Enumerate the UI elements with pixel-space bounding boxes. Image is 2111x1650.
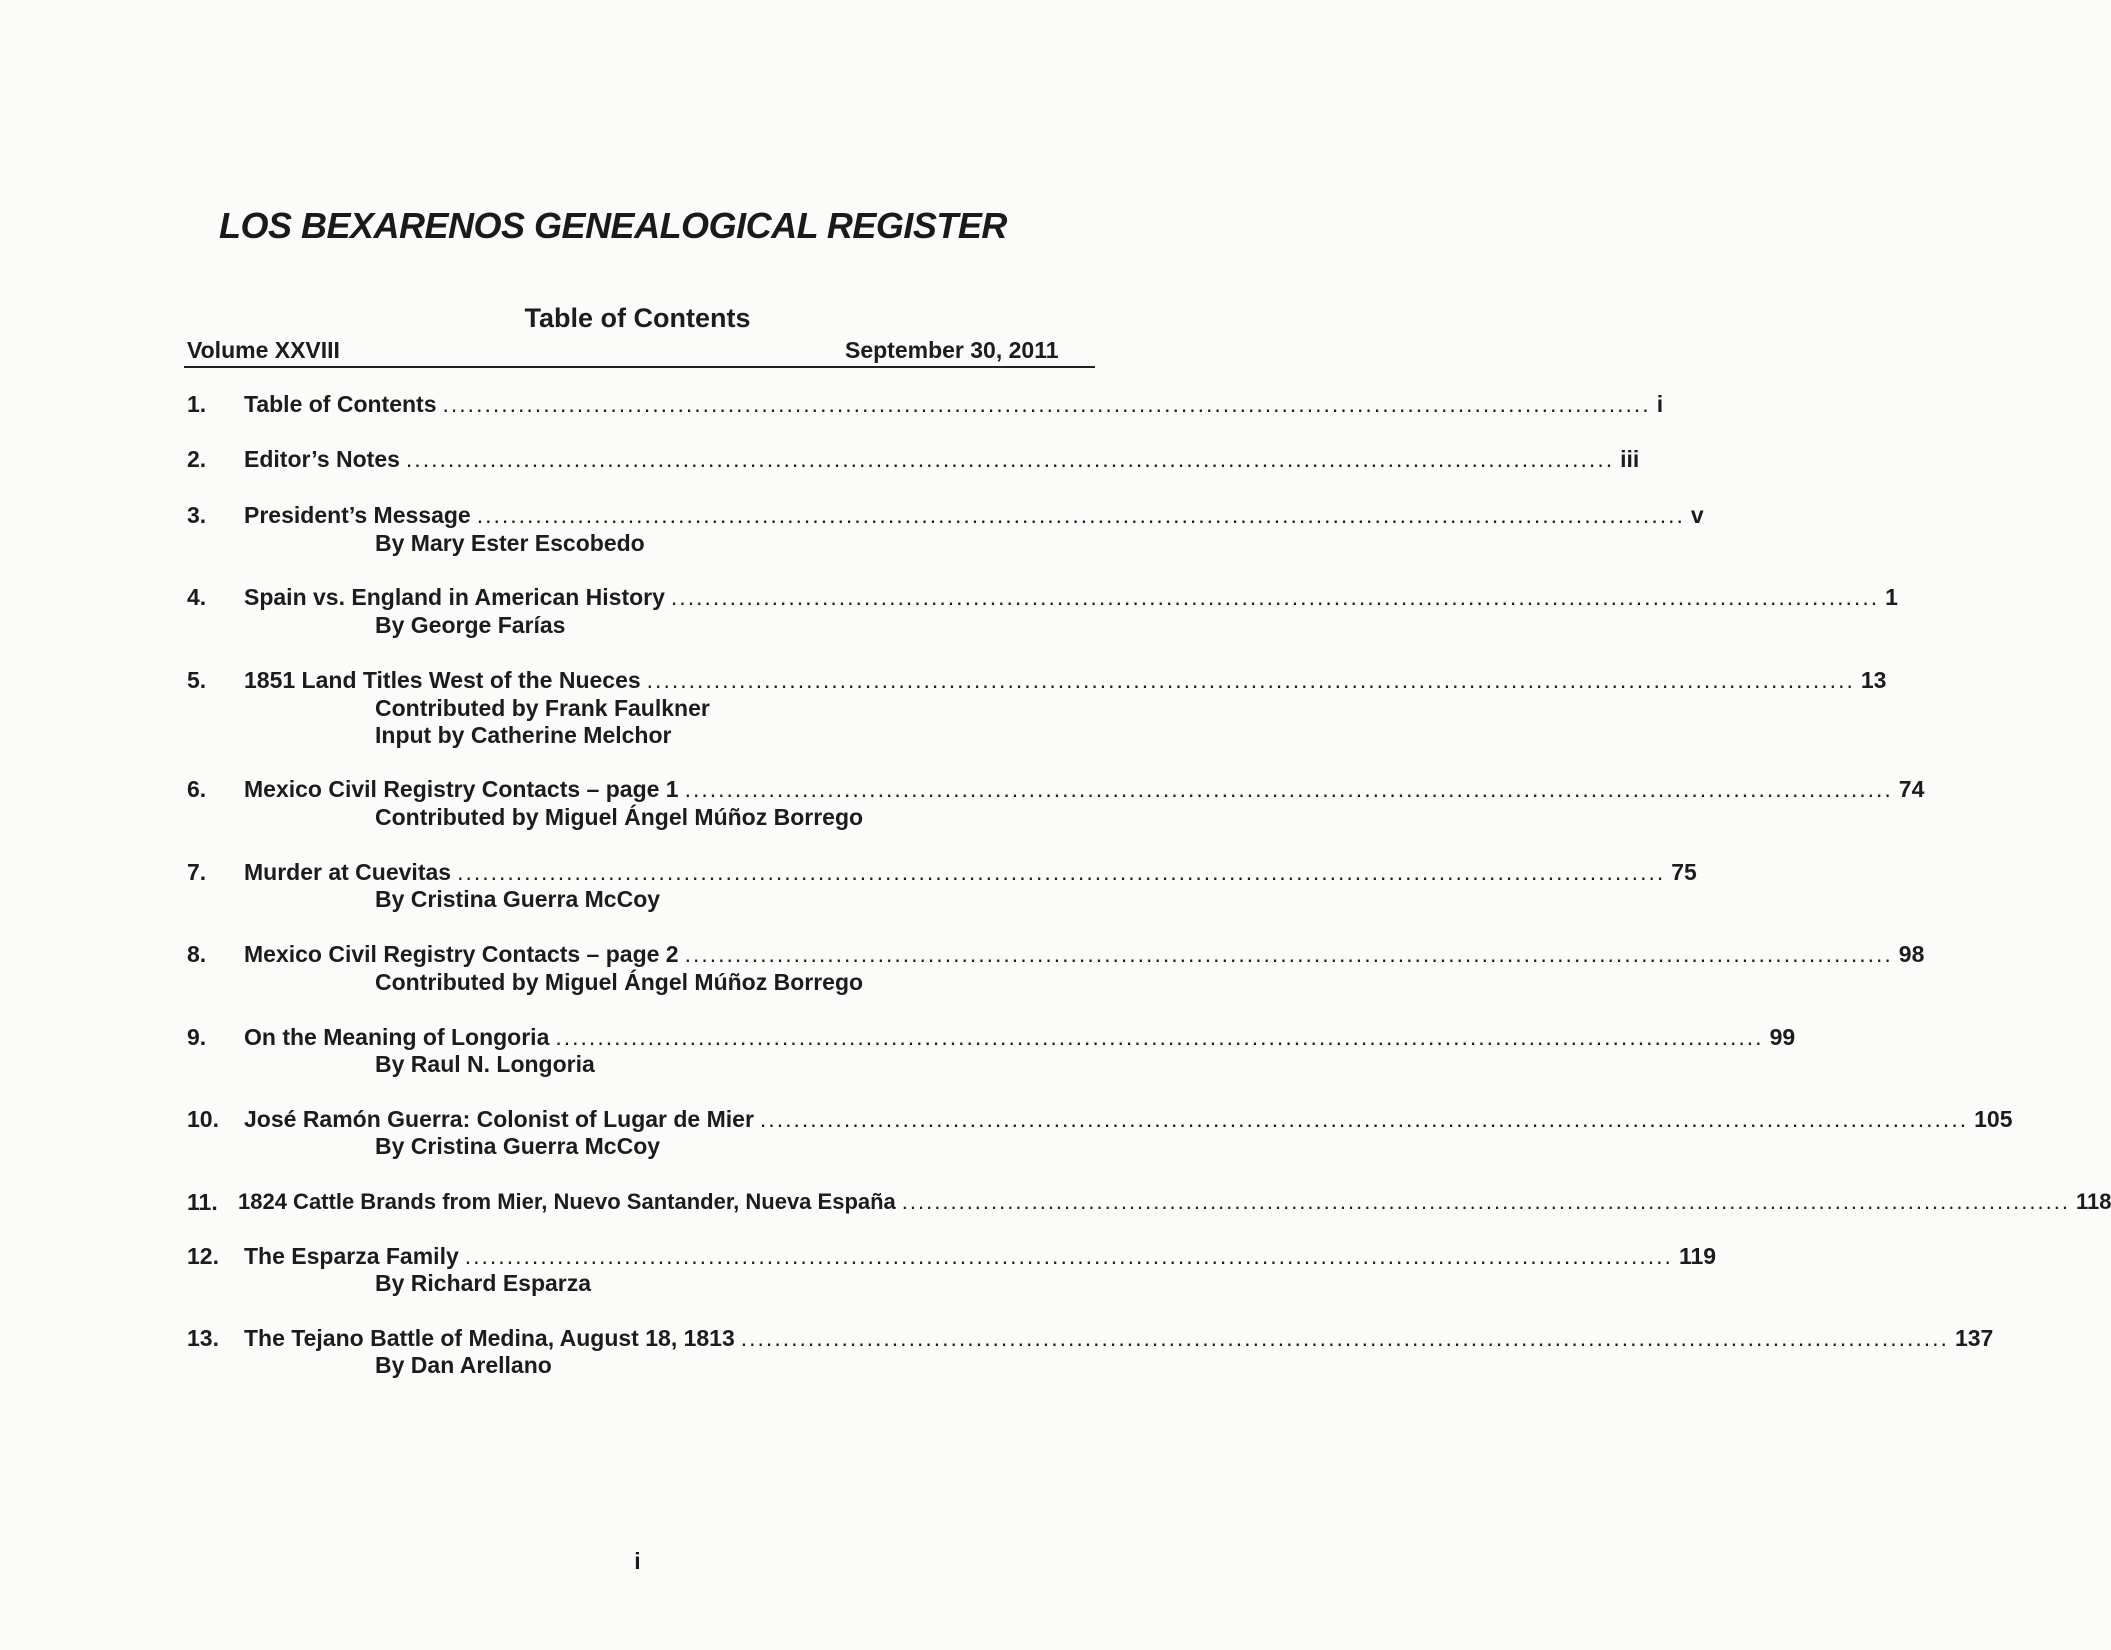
header-rule	[184, 366, 1095, 368]
dot-leader: ................................................................................................................................................	[759, 1106, 1969, 1132]
entry-title: Editor’s Notes	[244, 446, 400, 472]
entry-page: 74	[1898, 776, 1925, 802]
entry-title: President’s Message	[244, 502, 471, 528]
entry-page: 105	[1974, 1106, 2013, 1132]
entry-page: 119	[1678, 1243, 1717, 1269]
page-number: i	[634, 1548, 641, 1574]
dot-leader: ................................................................................................................................................	[442, 391, 1651, 417]
dot-leader: ................................................................................................................................................	[555, 1024, 1764, 1050]
entry-page: 118	[2075, 1189, 2111, 1214]
entry-number: 4.	[187, 584, 207, 610]
entry-byline: By George Farías	[375, 612, 566, 638]
entry-contributor: Contributed by Miguel Ángel Múñoz Borrego	[375, 804, 864, 830]
entry-page: 137	[1954, 1325, 1994, 1351]
register-title: LOS BEXARENOS GENEALOGICAL REGISTER	[219, 205, 1007, 246]
entry-page: 99	[1769, 1024, 1796, 1050]
entry-page: 75	[1671, 859, 1697, 885]
entry-byline: By Cristina Guerra McCoy	[375, 886, 661, 912]
entry-number: 12.	[187, 1243, 219, 1269]
entry-number: 9.	[187, 1024, 207, 1050]
dot-leader: ................................................................................................................................................	[670, 584, 1880, 610]
entry-page: v	[1690, 502, 1704, 528]
entry-title: Mexico Civil Registry Contacts – page 1	[244, 776, 679, 802]
entry-number: 2.	[187, 446, 207, 472]
entry-contributor: Contributed by Miguel Ángel Múñoz Borrego	[375, 969, 864, 995]
entry-byline: By Cristina Guerra McCoy	[375, 1133, 661, 1159]
entry-title: Spain vs. England in American History	[244, 584, 665, 610]
entry-title: 1824 Cattle Brands from Mier, Nuevo Santander, Nueva España	[238, 1189, 896, 1214]
entry-title: José Ramón Guerra: Colonist of Lugar de Mier	[244, 1106, 754, 1132]
dot-leader: ................................................................................................................................................	[901, 1189, 2070, 1214]
entry-number: 8.	[187, 941, 207, 967]
entry-byline: By Raul N. Longoria	[375, 1051, 595, 1077]
toc-heading: Table of Contents	[524, 303, 751, 333]
entry-number: 13.	[187, 1325, 219, 1351]
entry-contributor: Contributed by Frank Faulkner	[375, 695, 710, 721]
dot-leader: ................................................................................................................................................	[646, 667, 1855, 693]
entry-title: The Tejano Battle of Medina, August 18, 1813	[244, 1325, 735, 1351]
entry-page: 1	[1885, 584, 1898, 610]
entry-byline: By Dan Arellano	[375, 1352, 552, 1378]
entry-number: 11.	[187, 1189, 218, 1215]
entry-page: 98	[1898, 941, 1925, 967]
entry-input-credit: Input by Catherine Melchor	[375, 722, 672, 748]
entry-number: 10.	[187, 1106, 219, 1132]
entry-number: 7.	[187, 859, 207, 885]
entry-title: Table of Contents	[244, 391, 437, 417]
entry-number: 6.	[187, 776, 207, 802]
entry-title: 1851 Land Titles West of the Nueces	[244, 667, 641, 693]
entry-byline: By Mary Ester Escobedo	[375, 530, 645, 556]
dot-leader: ................................................................................................................................................	[405, 446, 1615, 472]
entry-byline: By Richard Esparza	[375, 1270, 592, 1296]
dot-leader: ................................................................................................................................................	[740, 1325, 1949, 1351]
entry-page: iii	[1620, 446, 1640, 472]
entry-number: 5.	[187, 667, 207, 693]
dot-leader: ................................................................................................................................................	[684, 776, 1893, 802]
entry-title: The Esparza Family	[244, 1243, 459, 1269]
entry-number: 1.	[187, 391, 207, 417]
entry-page: 13	[1860, 667, 1887, 693]
entry-title: Murder at Cuevitas	[244, 859, 452, 885]
entry-title: On the Meaning of Longoria	[244, 1024, 550, 1050]
dot-leader: ................................................................................................................................................	[464, 1243, 1673, 1269]
dot-leader: ................................................................................................................................................	[457, 859, 1666, 885]
entry-title: Mexico Civil Registry Contacts – page 2	[244, 941, 679, 967]
entry-number: 3.	[187, 502, 207, 528]
volume-label: Volume XXVIII	[187, 337, 340, 363]
issue-date: September 30, 2011	[845, 337, 1059, 363]
dot-leader: ................................................................................................................................................	[684, 941, 1893, 967]
dot-leader: ................................................................................................................................................	[476, 502, 1685, 528]
entry-page: i	[1656, 391, 1664, 417]
